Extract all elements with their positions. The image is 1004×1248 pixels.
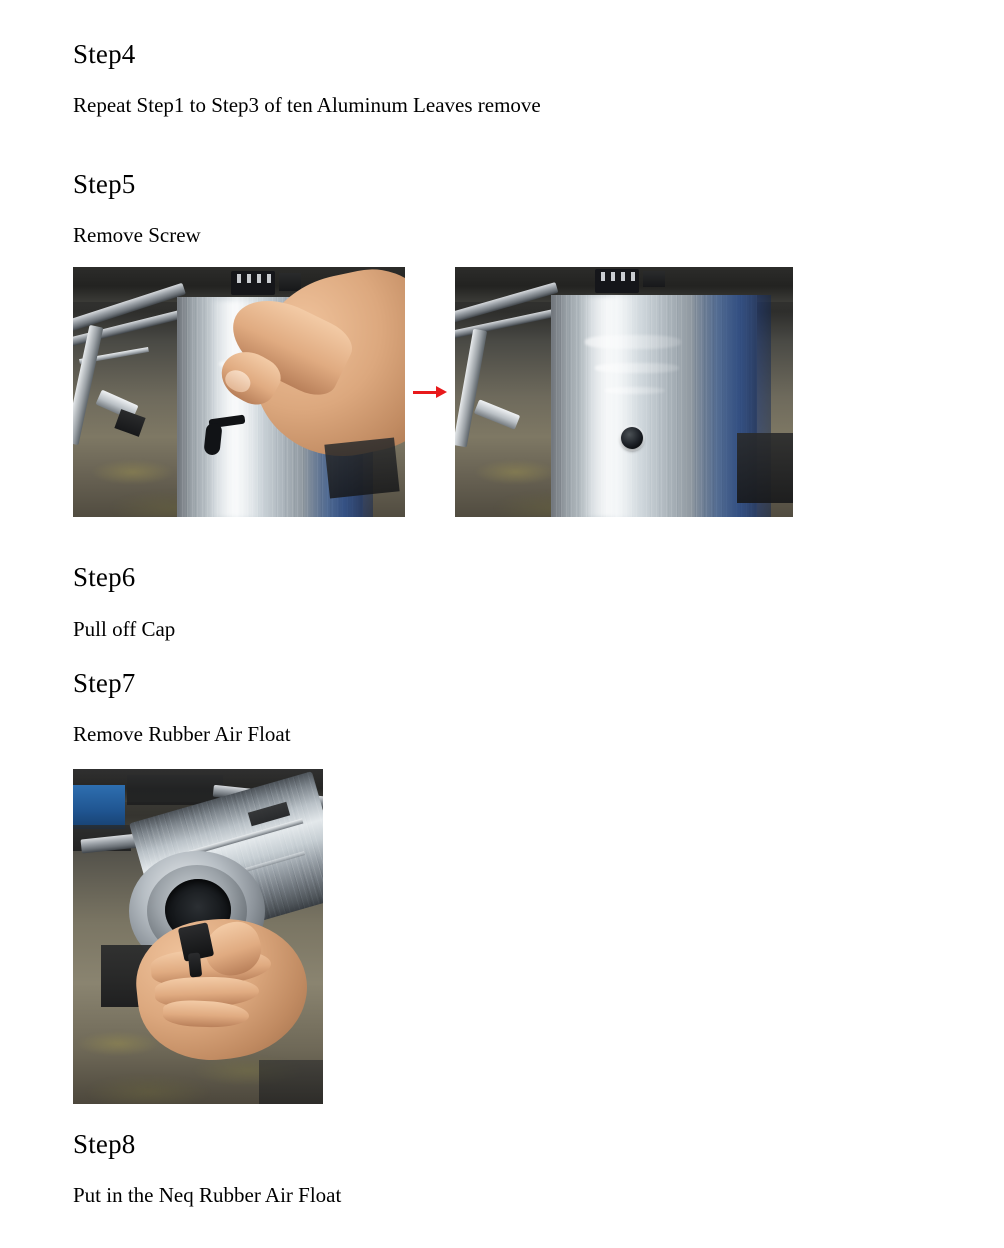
step5-after-photo: [455, 267, 793, 517]
arrow-cell: [405, 385, 455, 399]
red-right-arrow-icon: [413, 385, 447, 399]
connector-pin: [611, 272, 615, 281]
gap-step7: [73, 699, 933, 721]
step7-heading: Step7: [73, 668, 136, 699]
roller-highlight: [581, 297, 639, 517]
gap-step5: [73, 200, 933, 222]
rubber-air-float-stem: [188, 952, 202, 977]
step6-heading: Step6: [73, 562, 136, 593]
connector-pin: [247, 274, 251, 283]
connector-block: [595, 269, 639, 293]
top-spacer: [73, 0, 933, 38]
step5-heading: Step5: [73, 168, 136, 199]
connector-pin: [601, 272, 605, 281]
gap-before-step8: [73, 1104, 933, 1128]
connector-pin: [621, 272, 625, 281]
arrow-shaft: [413, 391, 437, 394]
blue-bin: [73, 785, 125, 829]
gap-step6: [73, 594, 933, 616]
connector-shadow: [643, 271, 665, 287]
gap-before-photos: [73, 249, 933, 267]
floor-object: [737, 433, 793, 503]
step7-body: Remove Rubber Air Float: [73, 722, 291, 747]
connector-pin: [631, 272, 635, 281]
gap-step4: [73, 70, 933, 92]
step4-body: Repeat Step1 to Step3 of ten Aluminum Leaves remove: [73, 93, 541, 118]
gap-before-step6: [73, 517, 933, 561]
step5-figure-row: [73, 267, 933, 517]
connector-block: [231, 271, 275, 295]
roller-scuff: [605, 387, 665, 394]
gap-step8: [73, 1160, 933, 1182]
step8-body: Put in the Neq Rubber Air Float: [73, 1183, 342, 1208]
floor-object: [259, 1060, 323, 1104]
step4-heading: Step4: [73, 39, 136, 69]
connector-shadow: [279, 273, 301, 291]
step7-photo: [73, 769, 323, 1104]
floor-object: [324, 438, 399, 499]
connector-pin: [267, 274, 271, 283]
gap-before-step7: [73, 643, 933, 667]
step8-heading: Step8: [73, 1128, 136, 1159]
gap-before-step7-photo: [73, 749, 933, 769]
step6-body: Pull off Cap: [73, 616, 176, 641]
step5-before-photo: [73, 267, 405, 517]
step5-body: Remove Screw: [73, 223, 201, 248]
connector-pin: [257, 274, 261, 283]
arrow-head: [436, 386, 447, 398]
roller-scuff: [585, 335, 681, 349]
roller-scuff: [595, 363, 679, 373]
gap-before-step5: [73, 120, 933, 168]
connector-pin: [237, 274, 241, 283]
document-content: [73, 0, 933, 1209]
